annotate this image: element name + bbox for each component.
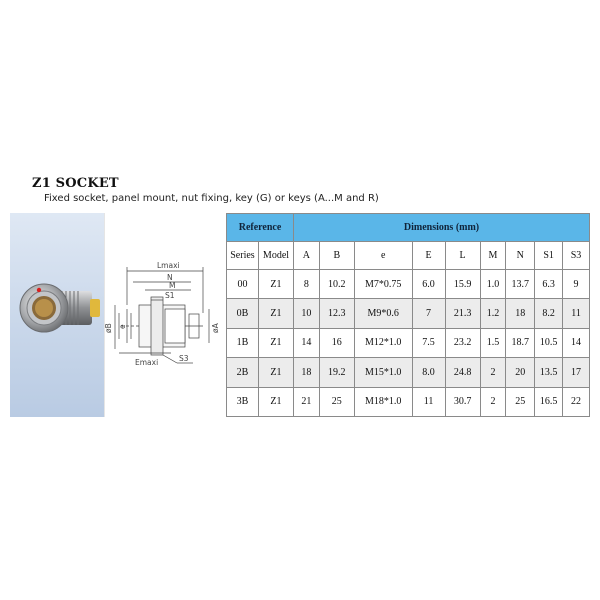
reference-header: Reference bbox=[227, 214, 294, 242]
table-cell: Z1 bbox=[258, 328, 293, 357]
table-cell: 18 bbox=[294, 358, 320, 387]
table-cell: 11 bbox=[412, 387, 445, 416]
table-cell: 8.2 bbox=[535, 299, 563, 328]
table-cell: 23.2 bbox=[445, 328, 480, 357]
table-cell: 14 bbox=[294, 328, 320, 357]
table-cell: 16 bbox=[319, 328, 354, 357]
table-cell: 9 bbox=[563, 270, 590, 299]
table-cell: Z1 bbox=[258, 270, 293, 299]
dimension-drawing bbox=[105, 213, 227, 417]
label-m: M bbox=[169, 281, 176, 290]
label-e: e bbox=[118, 324, 127, 329]
table-cell: 1.2 bbox=[480, 299, 506, 328]
column-header: E bbox=[412, 242, 445, 270]
table-row bbox=[227, 299, 590, 328]
column-header: Model bbox=[258, 242, 293, 270]
table-cell: 18.7 bbox=[506, 328, 535, 357]
technical-drawing bbox=[104, 213, 227, 417]
dimensions-table bbox=[226, 213, 590, 417]
table-cell: 13.5 bbox=[535, 358, 563, 387]
table-cell: 1B bbox=[227, 328, 259, 357]
table-cell: 17 bbox=[563, 358, 590, 387]
table-cell: Z1 bbox=[258, 358, 293, 387]
table-cell: 13.7 bbox=[506, 270, 535, 299]
column-header: A bbox=[294, 242, 320, 270]
table-cell: 16.5 bbox=[535, 387, 563, 416]
table-cell: 21.3 bbox=[445, 299, 480, 328]
table-cell: 19.2 bbox=[319, 358, 354, 387]
table-cell: 30.7 bbox=[445, 387, 480, 416]
column-header: S1 bbox=[535, 242, 563, 270]
group-header-row bbox=[227, 214, 590, 242]
table-row bbox=[227, 358, 590, 387]
column-header: L bbox=[445, 242, 480, 270]
label-s3: S3 bbox=[179, 354, 189, 363]
column-header: S3 bbox=[563, 242, 590, 270]
table-cell: 11 bbox=[563, 299, 590, 328]
label-phi-b: øB bbox=[104, 323, 113, 333]
page-title: Z1 SOCKET bbox=[32, 176, 119, 191]
table-cell: Z1 bbox=[258, 387, 293, 416]
label-s1: S1 bbox=[165, 291, 175, 300]
table-cell: 7.5 bbox=[412, 328, 445, 357]
column-header: N bbox=[506, 242, 535, 270]
table-cell: M15*1.0 bbox=[354, 358, 412, 387]
table-row bbox=[227, 328, 590, 357]
table-cell: 8.0 bbox=[412, 358, 445, 387]
table-cell: M7*0.75 bbox=[354, 270, 412, 299]
table-cell: 00 bbox=[227, 270, 259, 299]
table-cell: 10 bbox=[294, 299, 320, 328]
column-header: Series bbox=[227, 242, 259, 270]
table-cell: 12.3 bbox=[319, 299, 354, 328]
table-cell: 24.8 bbox=[445, 358, 480, 387]
table-cell: 6.0 bbox=[412, 270, 445, 299]
label-emaxi: Emaxi bbox=[135, 358, 159, 367]
column-header: e bbox=[354, 242, 412, 270]
page-subtitle: Fixed socket, panel mount, nut fixing, key (G) or keys (A...M and R) bbox=[44, 193, 379, 204]
table-cell: 14 bbox=[563, 328, 590, 357]
column-header-row bbox=[227, 242, 590, 270]
socket-pins bbox=[90, 299, 100, 317]
table-cell: 1.0 bbox=[480, 270, 506, 299]
label-lmaxi: Lmaxi bbox=[157, 261, 180, 270]
table-cell: M9*0.6 bbox=[354, 299, 412, 328]
table-cell: M12*1.0 bbox=[354, 328, 412, 357]
table-cell: M18*1.0 bbox=[354, 387, 412, 416]
table-cell: 0B bbox=[227, 299, 259, 328]
table-row bbox=[227, 270, 590, 299]
table-cell: 10.2 bbox=[319, 270, 354, 299]
table-cell: 25 bbox=[506, 387, 535, 416]
socket-photo-illustration bbox=[10, 213, 104, 417]
label-n: N bbox=[167, 273, 173, 282]
column-header: B bbox=[319, 242, 354, 270]
table-cell: 20 bbox=[506, 358, 535, 387]
table-cell: 3B bbox=[227, 387, 259, 416]
table-cell: 25 bbox=[319, 387, 354, 416]
table-cell: 21 bbox=[294, 387, 320, 416]
table-cell: 7 bbox=[412, 299, 445, 328]
table-cell: 6.3 bbox=[535, 270, 563, 299]
product-photo bbox=[10, 213, 104, 417]
table-cell: Z1 bbox=[258, 299, 293, 328]
dimensions-header: Dimensions (mm) bbox=[294, 214, 590, 242]
table-cell: 15.9 bbox=[445, 270, 480, 299]
table-cell: 2 bbox=[480, 387, 506, 416]
column-header: M bbox=[480, 242, 506, 270]
label-phi-a: øA bbox=[211, 323, 220, 333]
table-cell: 18 bbox=[506, 299, 535, 328]
table-cell: 22 bbox=[563, 387, 590, 416]
red-dot-marker bbox=[37, 288, 41, 292]
table-cell: 8 bbox=[294, 270, 320, 299]
table-cell: 2B bbox=[227, 358, 259, 387]
table-cell: 10.5 bbox=[535, 328, 563, 357]
table-cell: 2 bbox=[480, 358, 506, 387]
table-row bbox=[227, 387, 590, 416]
table-cell: 1.5 bbox=[480, 328, 506, 357]
